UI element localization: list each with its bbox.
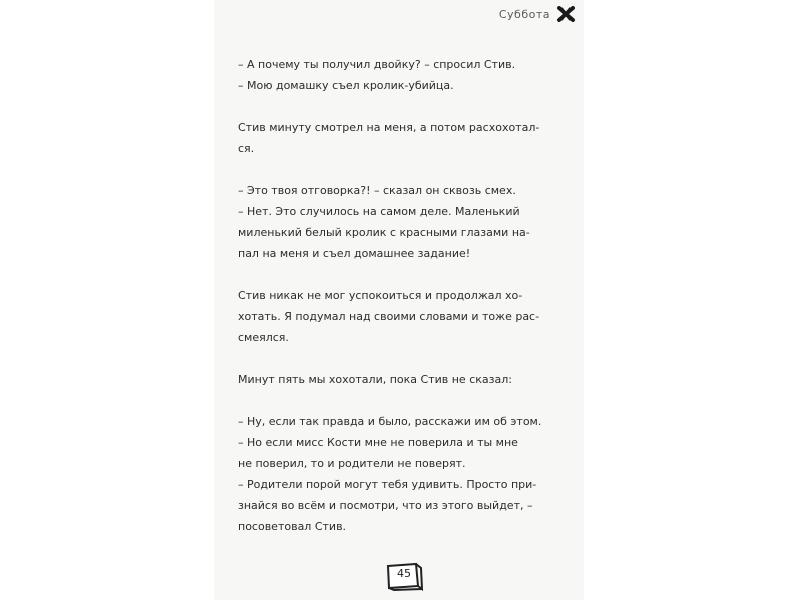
- text-line: пал на меня и съел домашнее задание!: [238, 247, 471, 260]
- text-line: – Ну, если так правда и было, расскажи им об этом.: [238, 415, 542, 428]
- text-line: смеялся.: [238, 331, 289, 344]
- page-number-badge: [385, 561, 425, 591]
- text-line: хотать. Я подумал над своими словами и тоже рас-: [238, 310, 540, 323]
- text-line: миленький белый кролик с красными глазами на-: [238, 226, 530, 239]
- x-scribble-icon: [556, 6, 576, 22]
- text-line: Стив никак не мог успокоиться и продолжал хо-: [238, 289, 523, 302]
- book-page: [214, 0, 584, 600]
- page-number: 45: [397, 567, 411, 580]
- text-line: – Но если мисс Кости мне не поверила и ты мне: [238, 436, 518, 449]
- body-text: [238, 54, 568, 537]
- page-header: [499, 6, 576, 22]
- paragraph: [238, 180, 568, 264]
- text-line: посоветовал Стив.: [238, 520, 347, 533]
- paragraph: [238, 54, 568, 96]
- text-line: ся.: [238, 142, 255, 155]
- paragraph: [238, 411, 568, 537]
- text-line: – Мою домашку съел кролик-убийца.: [238, 79, 454, 92]
- text-line: знайся во всём и посмотри, что из этого выйдет, –: [238, 499, 533, 512]
- text-line: не поверил, то и родители не поверят.: [238, 457, 466, 470]
- chapter-title: Суббота: [498, 7, 550, 21]
- paragraph: [238, 117, 568, 159]
- paragraph: [238, 285, 568, 348]
- text-line: – Родители порой могут тебя удивить. Просто при-: [238, 478, 537, 491]
- text-line: – Нет. Это случилось на самом деле. Маленький: [238, 205, 520, 218]
- text-line: – А почему ты получил двойку? – спросил Стив.: [238, 58, 516, 71]
- text-line: Стив минуту смотрел на меня, а потом расхохотал-: [238, 121, 540, 134]
- text-line: – Это твоя отговорка?! – сказал он сквозь смех.: [238, 184, 516, 197]
- paragraph: [238, 369, 568, 390]
- text-line: Минут пять мы хохотали, пока Стив не сказал:: [238, 373, 512, 386]
